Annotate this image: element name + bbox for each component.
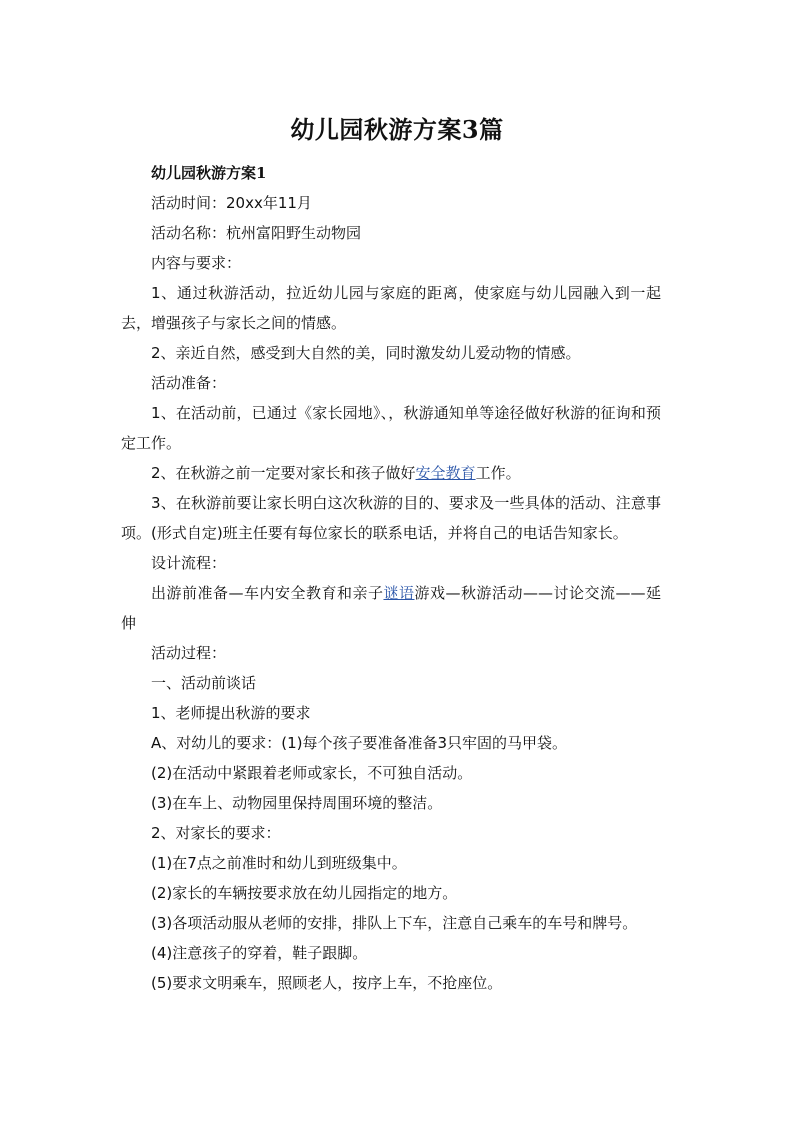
paragraph: (2)家长的车辆按要求放在幼儿园指定的地方。 <box>151 884 458 902</box>
paragraph: 1、在活动前，已通过《家长园地》、，秋游通知单等途径做好秋游的征询和预定工作。 <box>121 404 661 452</box>
paragraph: 3、在秋游前要让家长明白这次秋游的目的、要求及一些具体的活动、注意事项。(形式自定)班主任要有每位家长的联系电话，并将自己的电话告知家长。 <box>121 494 661 542</box>
paragraph: 活动准备： <box>151 374 227 392</box>
paragraph: 2、对家长的要求： <box>151 824 281 842</box>
document-body <box>121 158 661 998</box>
paragraph: (5)要求文明乘车，照顾老人，按序上车，不抢座位。 <box>151 974 503 992</box>
section-heading: 幼儿园秋游方案1 <box>151 164 267 182</box>
paragraph: (2)在活动中紧跟着老师或家长，不可独自活动。 <box>151 764 473 782</box>
paragraph: (3)在车上、动物园里保持周围环境的整洁。 <box>151 794 443 812</box>
document-title: 幼儿园秋游方案3篇 <box>290 115 504 144</box>
paragraph-with-link <box>121 578 661 638</box>
paragraph: 活动过程： <box>151 644 227 662</box>
paragraph-text: 工作。 <box>475 464 521 482</box>
paragraph: 1、老师提出秋游的要求 <box>151 704 311 722</box>
safety-education-link[interactable]: 安全教育 <box>415 464 476 482</box>
paragraph: (1)在7点之前准时和幼儿到班级集中。 <box>151 854 407 872</box>
paragraph: 设计流程： <box>151 554 227 572</box>
paragraph: 一、活动前谈话 <box>151 674 257 692</box>
paragraph: A、对幼儿的要求：(1)每个孩子要准备准备3只牢固的马甲袋。 <box>151 734 568 752</box>
paragraph: (4)注意孩子的穿着，鞋子跟脚。 <box>151 944 368 962</box>
paragraph-text: 游戏—秋游活动——讨论交流——延伸 <box>121 584 661 632</box>
paragraph: 1、通过秋游活动，拉近幼儿园与家庭的距离，使家庭与幼儿园融入到一起去，增强孩子与家长之间的情感。 <box>121 284 661 332</box>
paragraph: (3)各项活动服从老师的安排，排队上下车，注意自己乘车的车号和牌号。 <box>151 914 638 932</box>
paragraph-text: 出游前准备—车内安全教育和亲子 <box>151 584 384 602</box>
paragraph: 活动名称：杭州富阳野生动物园 <box>151 224 362 242</box>
paragraph-text: 2、在秋游之前一定要对家长和孩子做好 <box>151 464 416 482</box>
paragraph: 活动时间：20xx年11月 <box>151 194 312 212</box>
riddle-link[interactable]: 谜语 <box>383 584 415 602</box>
paragraph: 2、亲近自然，感受到大自然的美，同时激发幼儿爱动物的情感。 <box>151 344 581 362</box>
paragraph: 内容与要求： <box>151 254 242 272</box>
paragraph-with-link <box>121 458 661 488</box>
